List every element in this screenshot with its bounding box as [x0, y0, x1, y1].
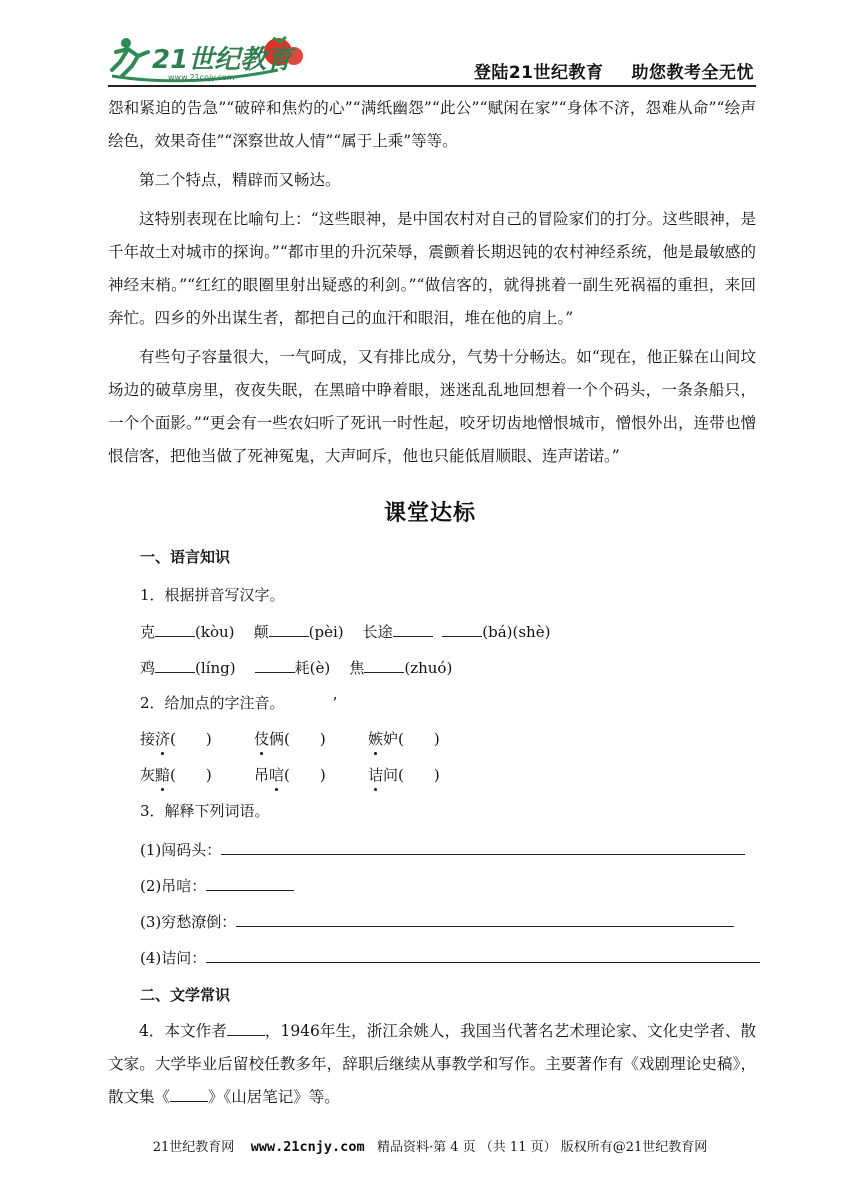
answer-line[interactable] [236, 910, 734, 927]
paragraph-1: 怨和紧迫的告急”“破碎和焦灼的心”“满纸幽怨”“此公”“赋闲在家”“身体不济，怨难从命”“绘声绘色，效果奇佳”“深察世故人情”“属于上乘”等等。 [108, 99, 756, 150]
q2-prompt: 2．给加点的字注音。 ’ [140, 694, 338, 712]
q1-row-2: 鸡 (líng) 耗(è) 焦 (zhuó) [140, 656, 452, 678]
answer-line[interactable] [206, 874, 294, 891]
slogan-left: 登陆21世纪教育 [473, 63, 604, 83]
section-2-heading: 二、文学常识 [140, 986, 231, 1004]
header-divider [108, 85, 756, 87]
q3-prompt: 3．解释下列词语。 [140, 802, 270, 820]
logo-url: www.21cnjy.com [168, 73, 235, 82]
paragraph-4: 有些句子容量很大，一气呵成，又有排比成分，气势十分畅达。如“现在，他正躲在山间坟场边的破草房里，夜夜失眠，在黑暗中睁着眼，迷迷乱乱地回想着一个个码头，一条条船只，一个个面影。”“更会有一些农妇听了死讯一时性起，咬牙切齿地憎恨城市，憎恨外出，连带也憎恨信客，把他当做了死神冤鬼，大声呵斥，他也只能低眉顺眼、连声诺诺。” [108, 348, 756, 465]
answer-line[interactable] [206, 946, 760, 963]
logo-21cnjy [108, 30, 308, 85]
section-1-heading: 一、语言知识 [140, 548, 231, 566]
q3-item-4: (4)诘问： [140, 946, 760, 968]
q3-item-3: (3)穷愁潦倒： [140, 910, 734, 932]
q3-item-1: (1)闯码头： [140, 838, 745, 860]
page-footer [0, 1136, 860, 1155]
footer-info: 精品资料·第 4 页 （共 11 页） 版权所有@21世纪教育网 [376, 1140, 708, 1155]
logo-text: 21世纪教育 [152, 45, 293, 75]
q3-item-2: (2)吊唁： [140, 874, 294, 896]
slogan-right: 助您教考全无忧 [631, 63, 754, 83]
q1-row-1: 克 (kòu) 颠 (pèi) 长途 (bá)(shè) [140, 620, 550, 642]
paragraph-3: 这特别表现在比喻句上：“这些眼神，是中国农村对自己的冒险家们的打分。这些眼神，是千年故土对城市的探询。”“都市里的升沉荣辱，震颤着长期迟钝的农村神经系统，他是最敏感的神经末梢。”“红红的眼圈里射出疑惑的利剑。”“做信客的，就得挑着一副生死祸福的重担，来回奔忙。四乡的外出谋生者，都把自己的血汗和眼泪，堆在他的肩上。” [108, 210, 756, 327]
section-title: 课堂达标 [383, 501, 476, 526]
header-slogan [474, 58, 754, 83]
answer-blank[interactable] [393, 620, 433, 637]
page-header [108, 30, 756, 85]
answer-blank[interactable] [255, 656, 295, 673]
q4-paragraph: 4．本文作者 ，1946年生，浙江余姚人，我国当代著名艺术理论家、文化史学者、散文家。大学毕业后留校任教多年，辞职后继续从事教学和写作。主要著作有《戏剧理论史稿》，散文集《 》《山居笔记》等。 [108, 1015, 756, 1114]
answer-blank[interactable] [442, 620, 482, 637]
q2-row-1: 接济( ) 伎俩( ) 嫉妒( ) [140, 730, 440, 748]
answer-blank[interactable] [269, 620, 309, 637]
footer-url[interactable]: www.21cnjy.com [250, 1139, 365, 1155]
answer-blank[interactable] [155, 620, 195, 637]
answer-blank[interactable] [155, 656, 195, 673]
q2-row-2: 灰黯( ) 吊唁( ) 诘问( ) [140, 766, 440, 784]
answer-blank[interactable] [170, 1085, 208, 1102]
answer-blank[interactable] [227, 1019, 265, 1036]
paragraph-2: 第二个特点，精辟而又畅达。 [139, 171, 341, 189]
q1-prompt: 1．根据拼音写汉字。 [140, 586, 285, 604]
answer-blank[interactable] [364, 656, 404, 673]
answer-line[interactable] [221, 838, 745, 855]
article-body [108, 92, 756, 473]
footer-site: 21世纪教育网 [152, 1140, 235, 1155]
